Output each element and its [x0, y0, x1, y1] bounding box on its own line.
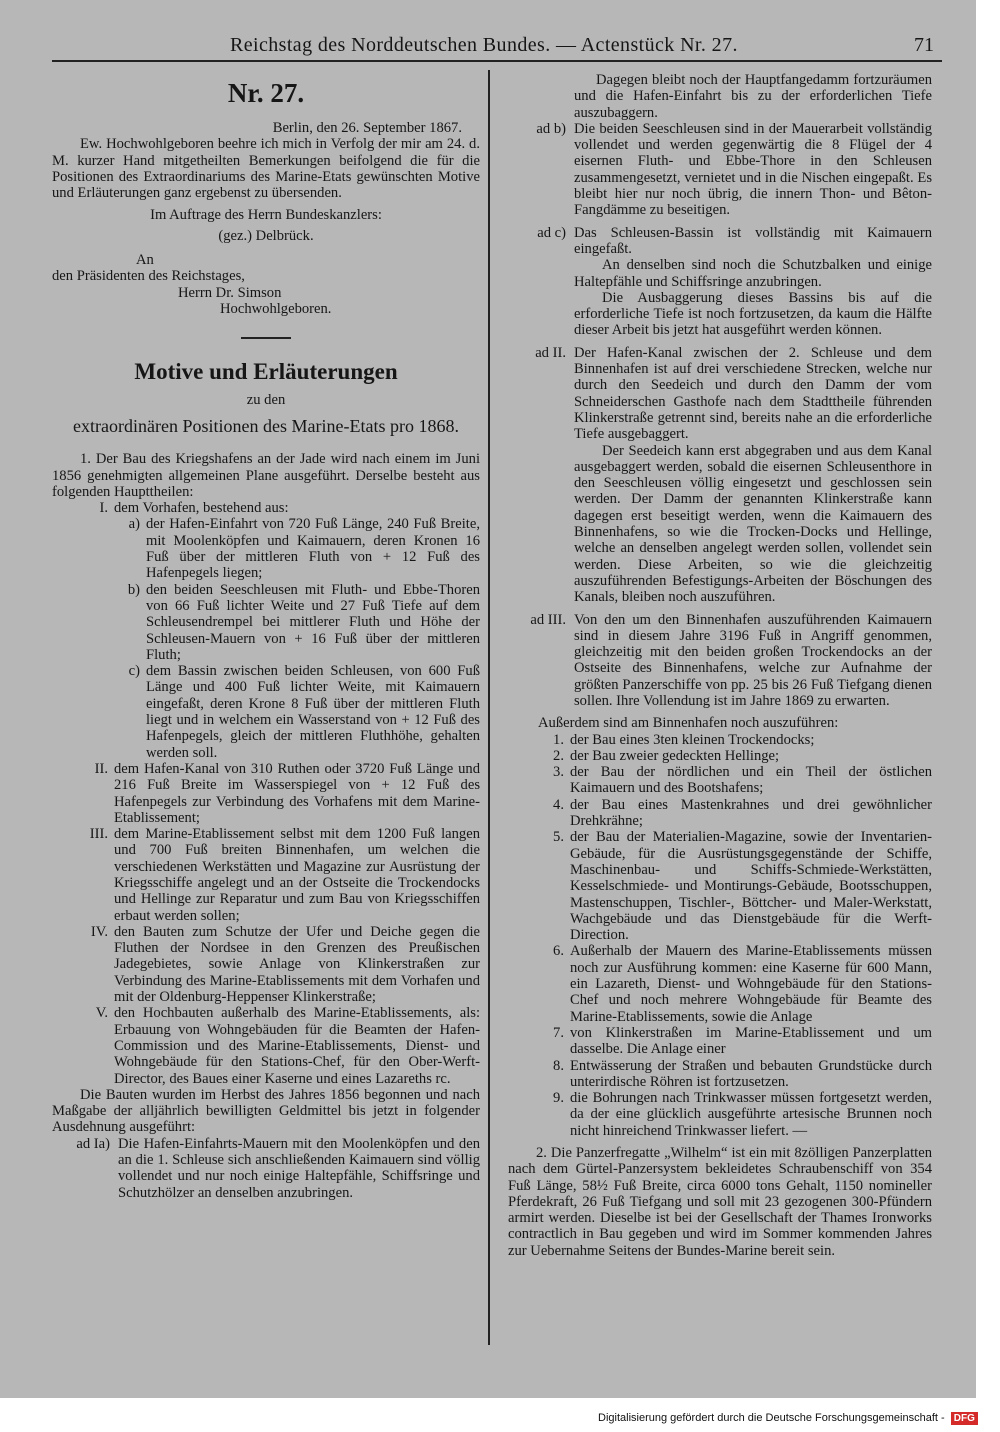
list-item — [508, 764, 932, 797]
list-number: 8. — [553, 1057, 564, 1074]
list-text: die Bohrungen nach Trinkwasser müssen fortgesetzt werden, da der eine glücklich ausgeführte artesische Brunnen noch nicht hinreichend Trinkwasser liefert. — — [570, 1090, 932, 1139]
subpart-text: dem Bassin zwischen beiden Schleusen, von 600 Fuß Länge und 400 Fuß lichter Weite, mit Kaimauern eingefaßt, deren Krone 8 Fuß über der mittleren Fluth liegt und in welchem ein Wasserstand von + 12 Fuß des Hafenpegels, gleich der mittleren Fluthhöhe, gehalten werden soll. — [146, 663, 480, 761]
list-number: 5. — [553, 829, 564, 846]
section-subheading: extraordinären Positionen des Marine-Etats pro 1868. — [73, 416, 459, 437]
list-item — [508, 1058, 932, 1091]
address-honorific: Hochwohlgeboren. — [220, 300, 332, 317]
part-item — [52, 761, 480, 826]
paragraph-1: 1. Der Bau des Kriegshafens an der Jade wird nach einem im Juni 1856 genehmigten allgemeinen Plane ausgeführt. Derselbe besteht aus folgenden Haupttheilen: — [52, 451, 480, 500]
ad-text: Die Ausbaggerung dieses Bassins bis auf die erforderliche Tiefe ist noch fortzusetzen, da kaum die Hälfte dieser Arbeit bis jetzt hat ausgeführt werden können. — [574, 289, 932, 339]
part-item — [52, 826, 480, 924]
list-item — [508, 732, 932, 748]
dfg-logo: DFG — [951, 1412, 978, 1425]
part-label: I. — [99, 500, 108, 517]
digitization-footer — [598, 1412, 978, 1425]
ad-text: Die beiden Seeschleusen sind in der Mauerarbeit vollständig vollendet und werden gegenwärtig die 8 Flügel der 4 eisernen Fluth- und Ebbe-Thore in den Schleusen zusammengesetzt, vernietet und in die Nischen eingepaßt. Es bleibt hier nur noch übrig, die innern Thon- und Bêton-Fangdämme zu beseitigen. — [574, 120, 932, 219]
ad-text: Von den um den Binnenhafen auszuführenden Kaimauern sind in diesem Jahre 3196 Fuß in Angriff genommen, gleichzeitig mit den beiden großen Trockendocks an der Ostseite des Binnenhafens, welche zur Aufnahme der größten Panzerschiffe von pp. 25 bis 26 Fuß Tiefgang dienen sollen. Ihre Vollendung ist im Jahre 1869 zu erwarten. — [574, 611, 932, 709]
ad-label: ad c) — [537, 224, 566, 241]
list-item — [508, 829, 932, 943]
subpart-text: den beiden Seeschleusen mit Fluth- und Ebbe-Thoren von 66 Fuß lichter Weite und 27 Fuß Tiefe auf dem Schleusendrempel bei mittlerer Fluth und Höhe der Schleusen-Mauern von + 16 Fuß über der mittleren Fluth; — [146, 581, 480, 663]
ad-label: ad III. — [530, 611, 566, 628]
continuation-text: Dagegen bleibt noch der Hauptfangedamm fortzuräumen und die Hafen-Einfahrt bis zu der erforderlichen Tiefe auszubaggern. — [574, 72, 932, 121]
list-number: 4. — [553, 796, 564, 813]
right-column — [508, 72, 932, 1259]
part-text: dem Vorhafen, bestehend aus: — [114, 500, 289, 517]
list-text: der Bau der nördlichen und ein Theil der östlichen Kaimauern und des Bootshafens; — [570, 764, 932, 797]
part-item — [52, 1005, 480, 1086]
subpart-item — [52, 663, 480, 761]
section-heading-zu: zu den — [246, 392, 286, 409]
section-heading: Motive und Erläuterungen — [134, 359, 398, 385]
ad-item — [508, 612, 932, 710]
ad-item — [52, 1136, 480, 1201]
part-label: III. — [89, 826, 108, 843]
list-number: 6. — [553, 943, 564, 960]
list-text: von Klinkerstraßen im Marine-Etablissement und um dasselbe. Die Anlage einer — [570, 1024, 932, 1058]
subpart-label: b) — [127, 581, 140, 598]
footer-text: Digitalisierung gefördert durch die Deutsche Forschungsgemeinschaft - — [598, 1412, 945, 1424]
list-text: der Bau eines Mastenkrahnes und drei gewöhnlicher Drehkrähne; — [570, 796, 932, 830]
subpart-text: der Hafen-Einfahrt von 720 Fuß Länge, 240 Fuß Breite, mit Moolenköpfen und Kaimauern, deren Kronen 16 Fuß über der mittleren Fluth von + 12 Fuß des Hafenpegels liegen; — [146, 516, 480, 582]
address-recipient: den Präsidenten des Reichstages, — [52, 268, 245, 285]
part-item — [52, 924, 480, 1005]
letter-auftrag: Im Auftrage des Herrn Bundeskanzlers: — [150, 207, 382, 224]
subpart-item — [52, 516, 480, 581]
part-text: dem Hafen-Kanal von 310 Ruthen oder 3720 Fuß Länge und 216 Fuß Breite im Wasserspiegel von + 12 Fuß des Hafenpegels zur Verbindung des Vorhafens mit dem Marine-Etablissement; — [114, 760, 480, 826]
letter-signature: (gez.) Delbrück. — [218, 227, 314, 244]
list-item — [508, 748, 932, 764]
document-number: Nr. 27. — [227, 78, 305, 108]
ad-text: Das Schleusen-Bassin ist vollständig mit Kaimauern eingefaßt. — [574, 224, 932, 257]
ad-item — [508, 345, 932, 606]
list-text: Entwässerung der Straßen und bebauten Grundstücke durch unterirdische Röhren ist fortzusetzen. — [570, 1057, 932, 1090]
paragraph-2-right: 2. Die Panzerfregatte „Wilhelm“ ist ein mit 8zölligen Panzerplatten nach dem Gürtel-Panzersystem bekleidetes Schraubenschiff von 354 Fuß Länge, 58½ Fuß Breite, circa 6000 tons Gehalt, 1150 nomineller Pferdekraft, 26 Fuß Tiefgang und soll mit 23 gezogenen 300-Pfündern armirt werden. Dieselbe ist bei der Gesellschaft der Thames Ironworks contractlich in Bau gegeben und wird im Sommer kommenden Jahres zur Uebernahme Seitens der Bundes-Marine bereit sein. — [508, 1145, 932, 1259]
part-text: den Hochbauten außerhalb des Marine-Etablissements, als: Erbauung von Wohngebäuden für die Beamten der Hafen-Commission und des Marine-Etablissements, Dienst- und Wohngebäude für den Stations-Chef, für den Ober-Werft-Director, des Baues einer Kaserne und eines Lazareths rc. — [114, 1005, 480, 1087]
list-number: 1. — [553, 731, 564, 748]
ad-text: An denselben sind noch die Schutzbalken und einige Haltepfähle und Schiffsringe anzubringen. — [574, 257, 932, 290]
part-label: IV. — [90, 923, 108, 940]
list-text: Außerhalb der Mauern des Marine-Etablissements müssen noch zur Ausführung kommen: eine Kaserne für 600 Mann, ein Lazareth, Dienst- und Wohngebäude für den Stations-Chef und noch mehrere Wohngebäude für Beamte des Marine-Etablissements, sowie die Anlage — [570, 943, 932, 1025]
list-item — [508, 1090, 932, 1139]
letter-body: Ew. Hochwohlgeboren beehre ich mich in Verfolg der mir am 24. d. M. kurzer Hand mitgetheilten Bemerkungen beifolgend die für die Positionen des Extraordinariums des Marine-Etats gewünschten Motive und Erläuterungen ganz ergebenst zu übersenden. — [52, 136, 480, 202]
list-number: 7. — [553, 1024, 564, 1041]
ad-text-block — [574, 225, 932, 339]
ad-item — [508, 121, 932, 219]
list-number: 3. — [553, 764, 564, 781]
ad-label: ad Ia) — [76, 1135, 110, 1152]
ad-text: Der Hafen-Kanal zwischen der 2. Schleuse und dem Binnenhafen ist auf drei verschiedene Strecken, welche nur durch den Seedeich und durch den Damm der vom Schneiderschen Gasthofe nach dem Stadttheile führenden Klinkerstraße getrennt sind, bereits nahe an die erforderliche Tiefe ausgebaggert. — [574, 344, 932, 443]
running-title: Reichstag des Norddeutschen Bundes. — Actenstück Nr. 27. — [230, 34, 738, 56]
ausserdem-text: Außerdem sind am Binnenhafen noch auszuführen: — [538, 715, 839, 732]
part-text: dem Marine-Etablissement selbst mit dem 1200 Fuß langen und 700 Fuß breiten Binnenhafen, um welchen die verschiedenen Werkstätten und Magazine zur Ausrüstung der Kriegsschiffe angelegt und an der Ostseite die Trockendocks und Hellinge zur Reparatur und zum Bau von Kriegsschiffen erbaut werden sollen; — [114, 826, 480, 924]
part-label: V. — [95, 1005, 108, 1022]
list-number: 9. — [553, 1090, 564, 1107]
ad-text: Der Seedeich kann erst abgegraben und aus dem Kanal ausgebaggert werden, sobald die eisernen Schleusenthore in den Seeschleusen völlig eingesetzt und geschlossen sein werden. Der Damm der genannten Klinkerstraße kann dagegen erst beseitigt werden, wenn die Kaimauern des Binnenhafens, so wie die Trocken-Docks und Hellinge, welche an denselben angelegt werden sollen, vollendet sein werden. Diese Arbeiten, so wie die gleichzeitig auszuführenden Befestigungs-Arbeiten der Böschungen des Kanals, bleiben noch auszuführen. — [574, 442, 932, 606]
ad-label: ad II. — [535, 344, 566, 361]
letter-date: Berlin, den 26. September 1867. — [272, 120, 462, 136]
page-header — [52, 30, 942, 62]
part-item — [52, 500, 480, 516]
part-label: II. — [94, 760, 108, 777]
list-number: 2. — [553, 747, 564, 764]
paragraph-2: Die Bauten wurden im Herbst des Jahres 1856 begonnen und nach Maßgabe der alljährlich bewilligten Geldmittel bis jetzt in folgender Ausdehnung ausgeführt: — [52, 1086, 480, 1136]
list-item — [508, 943, 932, 1024]
part-text: den Bauten zum Schutze der Ufer und Deiche gegen die Fluthen der Nordsee in den Grenzen des Preußischen Jadegebietes, sowie Anlage von Klinkerstraßen zur Verbindung des Marine-Etablissements mit dem Vorhafen und mit der Oldenburg-Heppenser Klinkerstraße; — [114, 923, 480, 1006]
list-text: der Bau zweier gedeckten Hellinge; — [570, 747, 780, 764]
list-text: der Bau eines 3ten kleinen Trockendocks; — [570, 731, 815, 748]
ad-item — [508, 225, 932, 339]
column-divider — [488, 70, 490, 1345]
subpart-label: a) — [128, 516, 140, 533]
list-item — [508, 1025, 932, 1058]
address-an: An — [136, 252, 154, 269]
ad-label: ad b) — [536, 120, 566, 137]
ad-text: Die Hafen-Einfahrts-Mauern mit den Moolenköpfen und den an die 1. Schleuse sich anschließenden Kaimauern sind völlig vollendet und nur noch einige Haltepfähle, Schiffsringe und Schutzhölzer an denselben anzubringen. — [118, 1135, 480, 1201]
ad-text-block — [574, 345, 932, 606]
address-name: Herrn Dr. Simson — [178, 284, 282, 301]
section-rule — [241, 337, 291, 339]
list-item — [508, 797, 932, 830]
subpart-label: c) — [128, 663, 140, 680]
list-text: der Bau der Materialien-Magazine, sowie der Inventarien-Gebäude, für die Ausrüstungsgegenstände der Schiffe, Maschinenbau- und Schiffs-Schmiede-Werkstätten, Kesselschmiede- und Montirungs-Gebäude, Bootsschuppen, Mastenschuppen, Tischler-, Böttcher- und Maler-Werkstatt, Wachgebäude und das Dienstgebäude für die Werft-Direction. — [570, 829, 932, 944]
left-column — [52, 72, 480, 1201]
subpart-item — [52, 582, 480, 663]
page-number: 71 — [914, 34, 934, 56]
